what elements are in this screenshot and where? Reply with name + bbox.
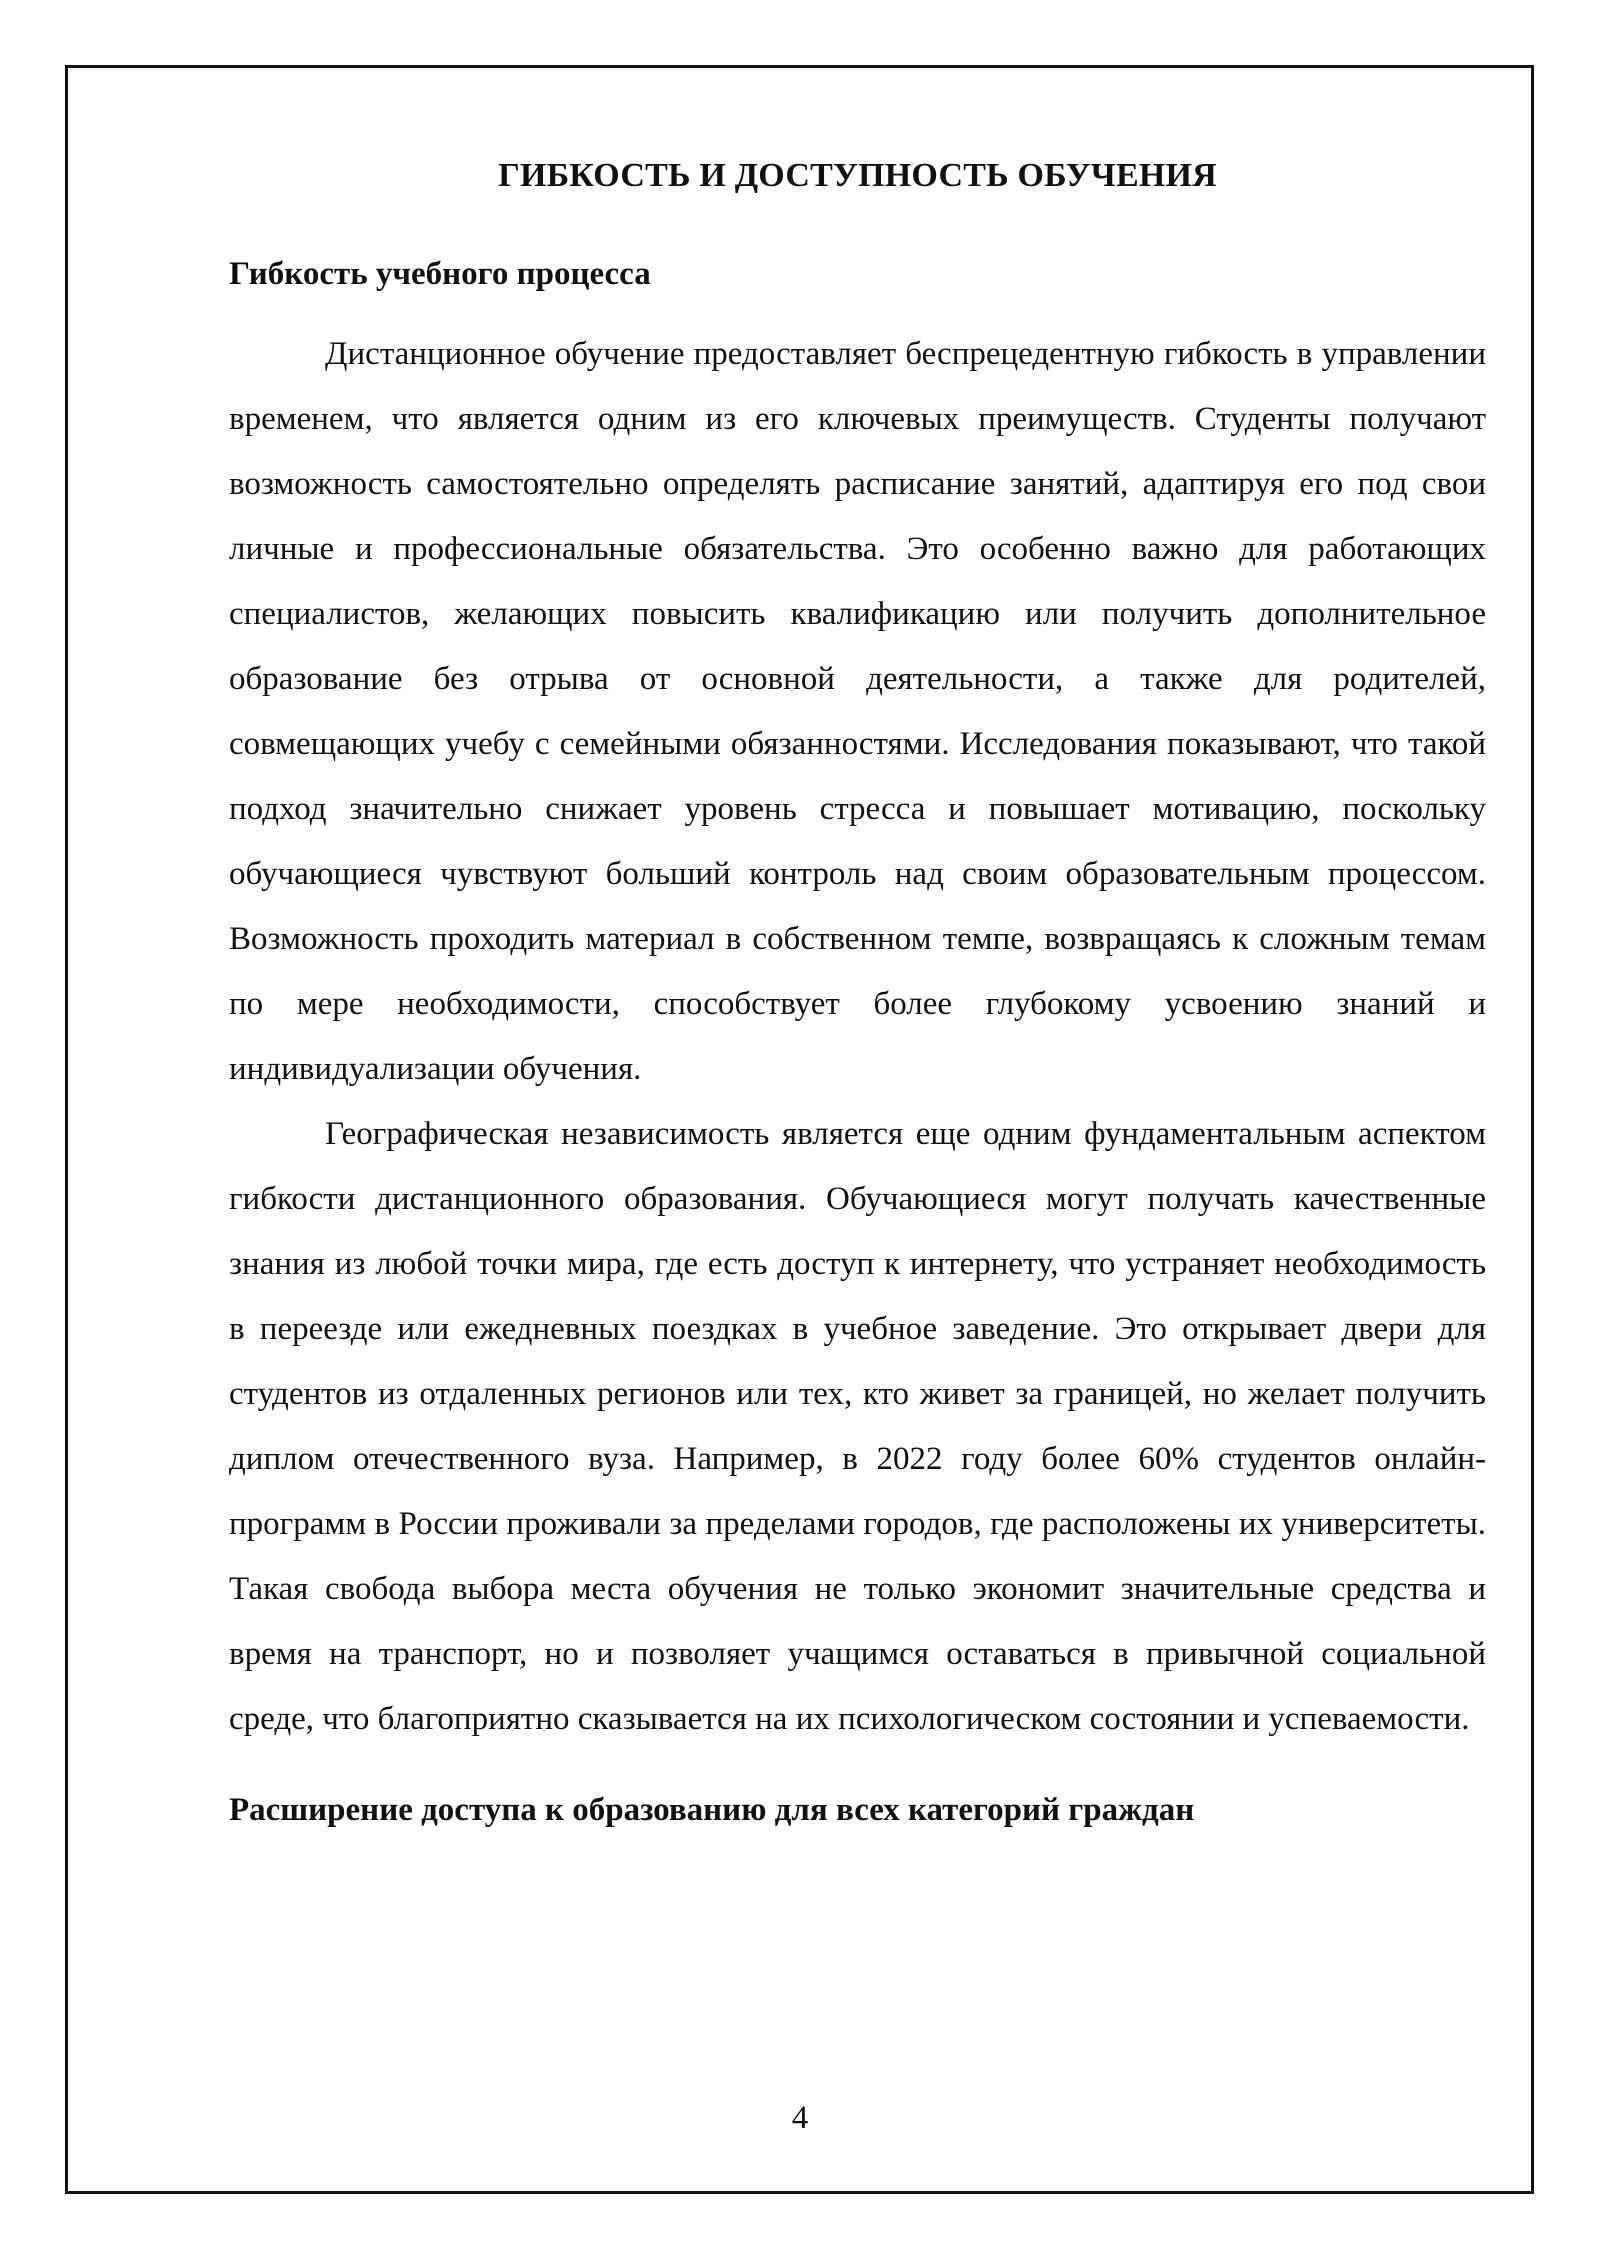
page-number: 4 — [791, 2100, 809, 2136]
document-title: ГИБКОСТЬ И ДОСТУПНОСТЬ ОБУЧЕНИЯ — [498, 157, 1217, 194]
document-body — [229, 148, 1486, 1838]
paragraph-time-flexibility: Дистанционное обучение предоставляет беспрецедентную гибкость в управлении временем, что является одним из его ключевых преимуществ. Студенты получают возможность самостоятельно определять расписание занятий, адаптируя его под свои личные и профессиональные обязательства. Это особенно важно для работающих специалистов, желающих повысить квалификацию или получить дополнительное образование без отрыва от основной деятельности, а также для родителей, совмещающих учебу с семейными обязанностями. Исследования показывают, что такой подход значительно снижает уровень стресса и повышает мотивацию, поскольку обучающиеся чувствуют больший контроль над своим образовательным процессом. Возможность проходить материал в собственном темпе, возвращаясь к сложным темам по мере необходимости, способствует более глубокому усвоению знаний и индивидуализации обучения. — [229, 336, 1486, 1087]
paragraph-geographic-independence: Географическая независимость является еще одним фундаментальным аспектом гибкости дистанционного образования. Обучающиеся могут получать качественные знания из любой точки мира, где есть доступ к интернету, что устраняет необходимость в переезде или ежедневных поездках в учебное заведение. Это открывает двери для студентов из отдаленных регионов или тех, кто живет за границей, но желает получить диплом отечественного вуза. Например, в 2022 году более 60% студентов онлайн-программ в России проживали за пределами городов, где расположены их университеты. Такая свобода выбора места обучения не только экономит значительные средства и время на транспорт, но и позволяет учащимся оставаться в привычной социальной среде, что благоприятно сказывается на их психологическом состоянии и успеваемости. — [229, 1116, 1486, 1737]
section-heading-flexibility: Гибкость учебного процесса — [229, 256, 651, 292]
section-heading-access: Расширение доступа к образованию для всех категорий граждан — [229, 1792, 1195, 1828]
